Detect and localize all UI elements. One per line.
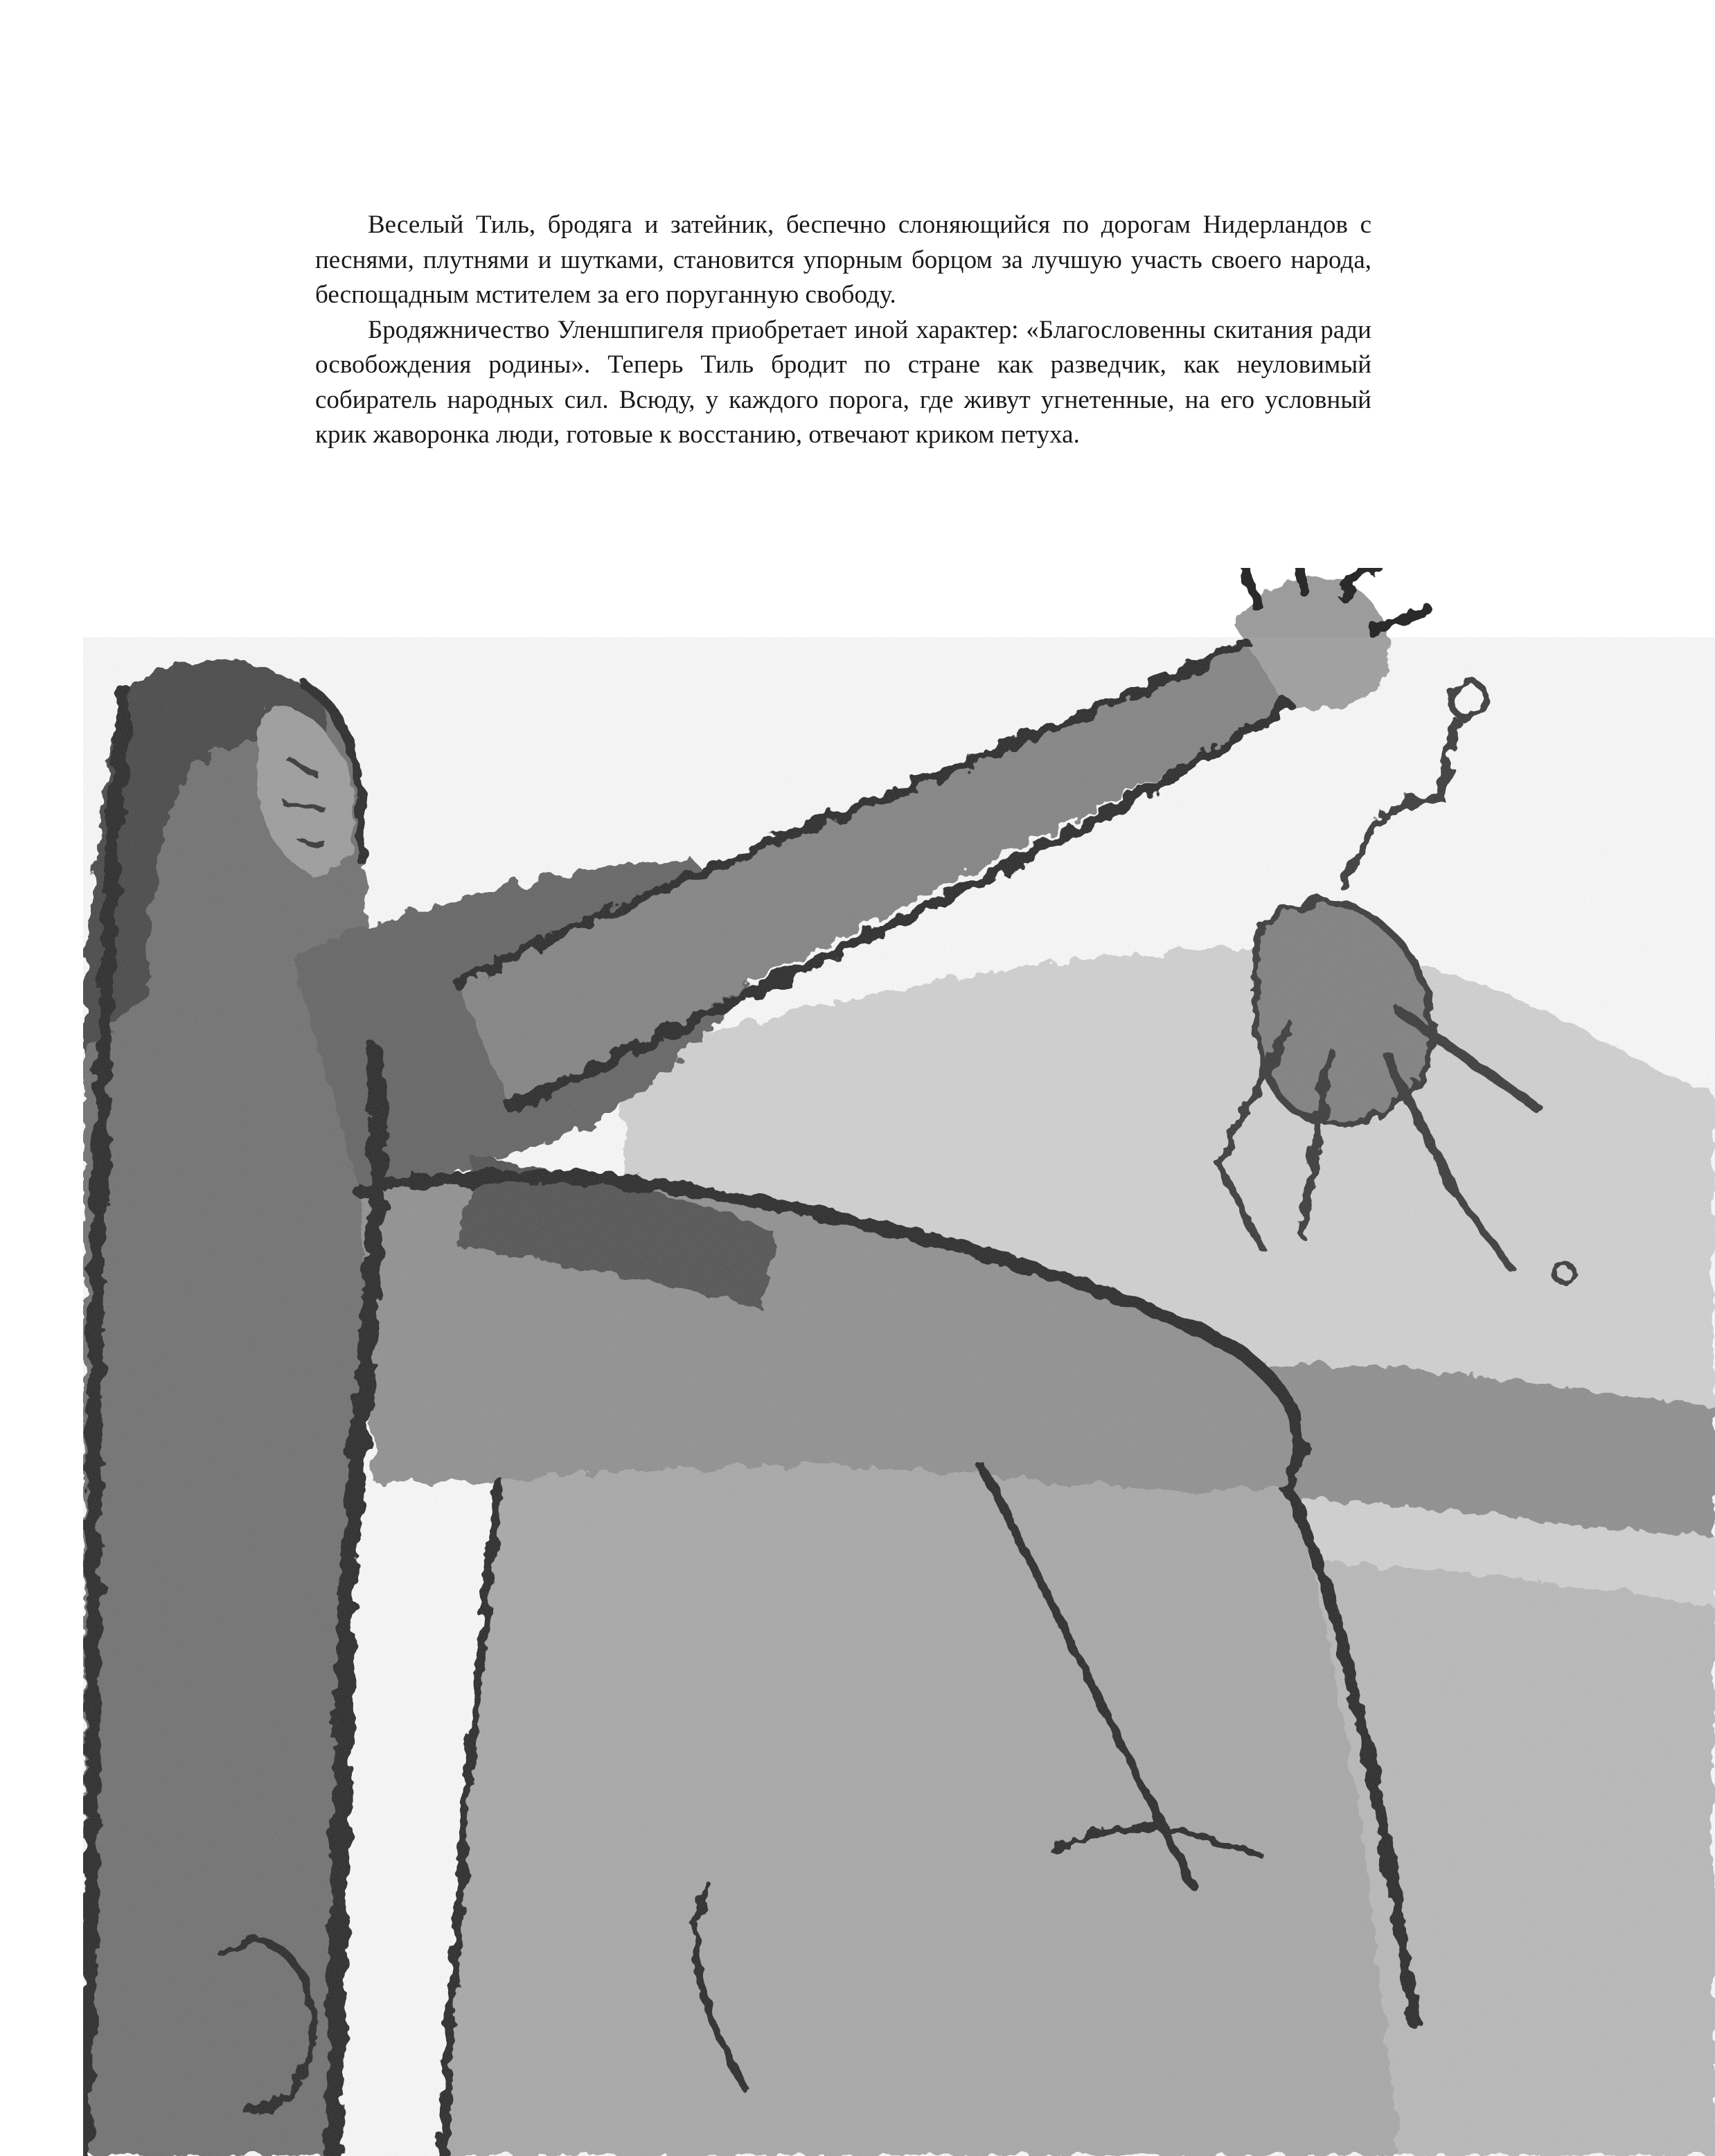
- body-text: [315, 208, 1371, 453]
- paragraph-2: Бродяжничество Уленшпигеля приобретает иной характер: «Благословенны скитания ради освобождения родины». Теперь Тиль бродит по стране как разведчик, как неуловимый собиратель народных сил. Всюду, у каждого порога, где живут угнетенные, на его условный крик жаворонка люди, готовые к восстанию, отвечают криком петуха.: [315, 315, 1371, 449]
- paragraph-1: Веселый Тиль, бродяга и затейник, беспечно слоняющийся по дорогам Нидерландов с песнями, плутнями и шутками, становится упорным борцом за лучшую участь своего народа, беспощадным мстителем за его поруганную свободу.: [315, 211, 1371, 309]
- charcoal-illustration: [83, 568, 1715, 2156]
